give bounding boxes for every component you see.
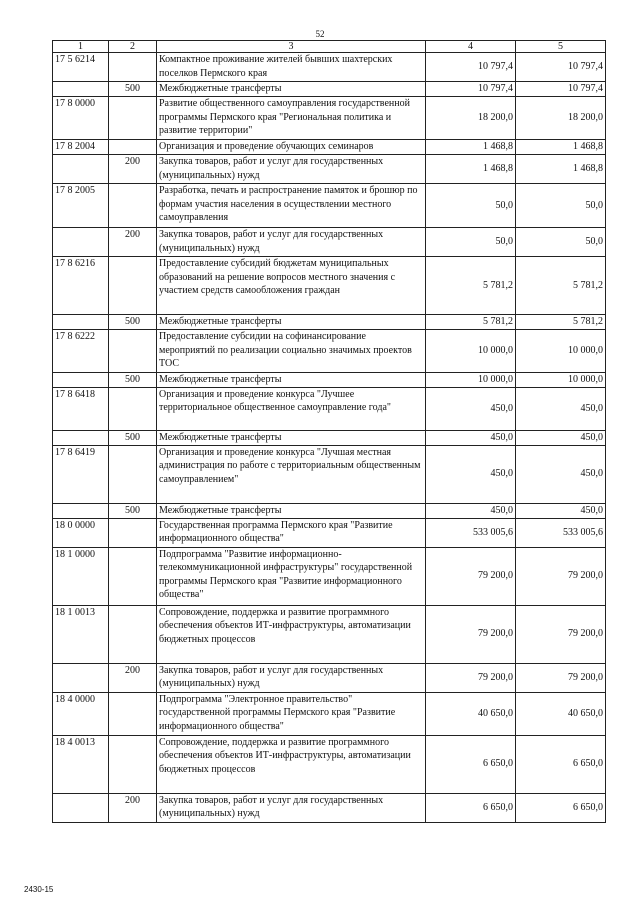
budget-table xyxy=(52,40,606,823)
amount-col-5: 533 005,6 xyxy=(516,518,606,547)
expense-type: 500 xyxy=(109,315,157,330)
amount-col-5: 79 200,0 xyxy=(516,605,606,663)
amount-col-5: 6 650,0 xyxy=(516,735,606,793)
amount-col-5: 40 650,0 xyxy=(516,692,606,735)
amount-col-4: 450,0 xyxy=(426,387,516,430)
amount-col-5: 450,0 xyxy=(516,445,606,503)
amount-col-5: 1 468,8 xyxy=(516,155,606,184)
amount-col-4: 450,0 xyxy=(426,445,516,503)
expense-type: 500 xyxy=(109,373,157,388)
expense-type: 500 xyxy=(109,82,157,97)
target-code: 17 8 6222 xyxy=(53,330,109,373)
target-code xyxy=(53,663,109,692)
target-code xyxy=(53,155,109,184)
header-col-2: 2 xyxy=(109,41,157,53)
amount-col-4: 10 000,0 xyxy=(426,330,516,373)
item-name: Подпрограмма "Электронное правительство" государственной программы Пермского края "Развитие информационного общества" xyxy=(157,692,426,735)
item-name: Межбюджетные трансферты xyxy=(157,315,426,330)
expense-type xyxy=(109,330,157,373)
table-row xyxy=(53,605,606,663)
item-name: Развитие общественного самоуправления государственной программы Пермского края "Региональная политика и развитие территории" xyxy=(157,97,426,140)
item-name: Межбюджетные трансферты xyxy=(157,82,426,97)
amount-col-5: 450,0 xyxy=(516,387,606,430)
item-name: Предоставление субсидий бюджетам муниципальных образований на решение вопросов местного значения с участием средств самообложения граждан xyxy=(157,257,426,315)
amount-col-5: 10 000,0 xyxy=(516,373,606,388)
amount-col-5: 10 797,4 xyxy=(516,53,606,82)
target-code xyxy=(53,793,109,822)
expense-type: 500 xyxy=(109,430,157,445)
expense-type xyxy=(109,735,157,793)
amount-col-5: 50,0 xyxy=(516,228,606,257)
item-name: Подпрограмма "Развитие информационно-телекоммуникационной инфраструктуры" государственной программы Пермского края "Развитие информационного общества" xyxy=(157,547,426,605)
target-code: 18 4 0000 xyxy=(53,692,109,735)
amount-col-4: 450,0 xyxy=(426,430,516,445)
amount-col-4: 79 200,0 xyxy=(426,663,516,692)
amount-col-4: 10 797,4 xyxy=(426,82,516,97)
table-row xyxy=(53,503,606,518)
table-row xyxy=(53,53,606,82)
header-col-1: 1 xyxy=(53,41,109,53)
amount-col-4: 5 781,2 xyxy=(426,257,516,315)
expense-type xyxy=(109,257,157,315)
amount-col-4: 10 797,4 xyxy=(426,53,516,82)
table-row xyxy=(53,373,606,388)
target-code: 18 0 0000 xyxy=(53,518,109,547)
item-name: Межбюджетные трансферты xyxy=(157,430,426,445)
target-code: 17 8 6418 xyxy=(53,387,109,430)
amount-col-5: 450,0 xyxy=(516,430,606,445)
target-code: 18 1 0013 xyxy=(53,605,109,663)
table-row xyxy=(53,547,606,605)
amount-col-5: 10 797,4 xyxy=(516,82,606,97)
target-code: 18 1 0000 xyxy=(53,547,109,605)
amount-col-5: 79 200,0 xyxy=(516,547,606,605)
table-row xyxy=(53,663,606,692)
table-row xyxy=(53,155,606,184)
item-name: Государственная программа Пермского края "Развитие информационного общества" xyxy=(157,518,426,547)
amount-col-4: 1 468,8 xyxy=(426,140,516,155)
expense-type: 200 xyxy=(109,663,157,692)
expense-type xyxy=(109,387,157,430)
amount-col-5: 10 000,0 xyxy=(516,330,606,373)
amount-col-4: 1 468,8 xyxy=(426,155,516,184)
target-code xyxy=(53,82,109,97)
table-row xyxy=(53,82,606,97)
amount-col-5: 1 468,8 xyxy=(516,140,606,155)
table-row xyxy=(53,735,606,793)
target-code: 17 8 6216 xyxy=(53,257,109,315)
expense-type xyxy=(109,53,157,82)
amount-col-4: 40 650,0 xyxy=(426,692,516,735)
target-code: 17 8 2004 xyxy=(53,140,109,155)
amount-col-4: 18 200,0 xyxy=(426,97,516,140)
amount-col-4: 50,0 xyxy=(426,184,516,228)
target-code: 17 8 0000 xyxy=(53,97,109,140)
table-row xyxy=(53,445,606,503)
item-name: Закупка товаров, работ и услуг для государственных (муниципальных) нужд xyxy=(157,663,426,692)
amount-col-5: 50,0 xyxy=(516,184,606,228)
amount-col-4: 450,0 xyxy=(426,503,516,518)
target-code: 18 4 0013 xyxy=(53,735,109,793)
expense-type xyxy=(109,184,157,228)
target-code xyxy=(53,503,109,518)
header-col-4: 4 xyxy=(426,41,516,53)
amount-col-4: 79 200,0 xyxy=(426,547,516,605)
expense-type xyxy=(109,518,157,547)
table-row xyxy=(53,315,606,330)
table-row xyxy=(53,387,606,430)
target-code: 17 8 6419 xyxy=(53,445,109,503)
item-name: Организация и проведение обучающих семинаров xyxy=(157,140,426,155)
amount-col-5: 450,0 xyxy=(516,503,606,518)
expense-type: 200 xyxy=(109,793,157,822)
amount-col-5: 6 650,0 xyxy=(516,793,606,822)
amount-col-4: 79 200,0 xyxy=(426,605,516,663)
table-row xyxy=(53,330,606,373)
expense-type: 500 xyxy=(109,503,157,518)
expense-type xyxy=(109,692,157,735)
item-name: Закупка товаров, работ и услуг для государственных (муниципальных) нужд xyxy=(157,793,426,822)
target-code: 17 5 6214 xyxy=(53,53,109,82)
table-row xyxy=(53,793,606,822)
target-code xyxy=(53,228,109,257)
item-name: Компактное проживание жителей бывших шахтерских поселков Пермского края xyxy=(157,53,426,82)
expense-type xyxy=(109,140,157,155)
item-name: Организация и проведение конкурса "Лучшее территориальное общественное самоуправление года" xyxy=(157,387,426,430)
expense-type xyxy=(109,605,157,663)
amount-col-4: 6 650,0 xyxy=(426,793,516,822)
item-name: Предоставление субсидии на софинансирование мероприятий по реализации социально значимых проектов ТОС xyxy=(157,330,426,373)
amount-col-4: 10 000,0 xyxy=(426,373,516,388)
item-name: Закупка товаров, работ и услуг для государственных (муниципальных) нужд xyxy=(157,228,426,257)
item-name: Сопровождение, поддержка и развитие программного обеспечения объектов ИТ-инфраструктуры, автоматизации бюджетных процессов xyxy=(157,735,426,793)
amount-col-5: 5 781,2 xyxy=(516,315,606,330)
amount-col-4: 5 781,2 xyxy=(426,315,516,330)
amount-col-4: 50,0 xyxy=(426,228,516,257)
header-col-5: 5 xyxy=(516,41,606,53)
table-header-row xyxy=(53,41,606,53)
table-row xyxy=(53,692,606,735)
table-row xyxy=(53,228,606,257)
item-name: Межбюджетные трансферты xyxy=(157,373,426,388)
amount-col-5: 79 200,0 xyxy=(516,663,606,692)
page-number: 52 xyxy=(315,29,325,39)
expense-type xyxy=(109,445,157,503)
target-code xyxy=(53,315,109,330)
target-code: 17 8 2005 xyxy=(53,184,109,228)
expense-type: 200 xyxy=(109,228,157,257)
table-row xyxy=(53,257,606,315)
target-code xyxy=(53,373,109,388)
target-code xyxy=(53,430,109,445)
item-name: Сопровождение, поддержка и развитие программного обеспечения объектов ИТ-инфраструктуры, автоматизации бюджетных процессов xyxy=(157,605,426,663)
table-row xyxy=(53,140,606,155)
expense-type xyxy=(109,97,157,140)
amount-col-5: 18 200,0 xyxy=(516,97,606,140)
item-name: Организация и проведение конкурса "Лучшая местная администрация по работе с территориальным общественным самоуправлением" xyxy=(157,445,426,503)
expense-type xyxy=(109,547,157,605)
table-row xyxy=(53,430,606,445)
amount-col-4: 6 650,0 xyxy=(426,735,516,793)
amount-col-5: 5 781,2 xyxy=(516,257,606,315)
amount-col-4: 533 005,6 xyxy=(426,518,516,547)
item-name: Разработка, печать и распространение памяток и брошюр по формам участия населения в осуществлении местного самоуправления xyxy=(157,184,426,228)
table-row xyxy=(53,184,606,228)
header-col-3: 3 xyxy=(157,41,426,53)
table-row xyxy=(53,518,606,547)
expense-type: 200 xyxy=(109,155,157,184)
item-name: Закупка товаров, работ и услуг для государственных (муниципальных) нужд xyxy=(157,155,426,184)
item-name: Межбюджетные трансферты xyxy=(157,503,426,518)
table-row xyxy=(53,97,606,140)
document-code: 2430-15 xyxy=(24,885,54,894)
